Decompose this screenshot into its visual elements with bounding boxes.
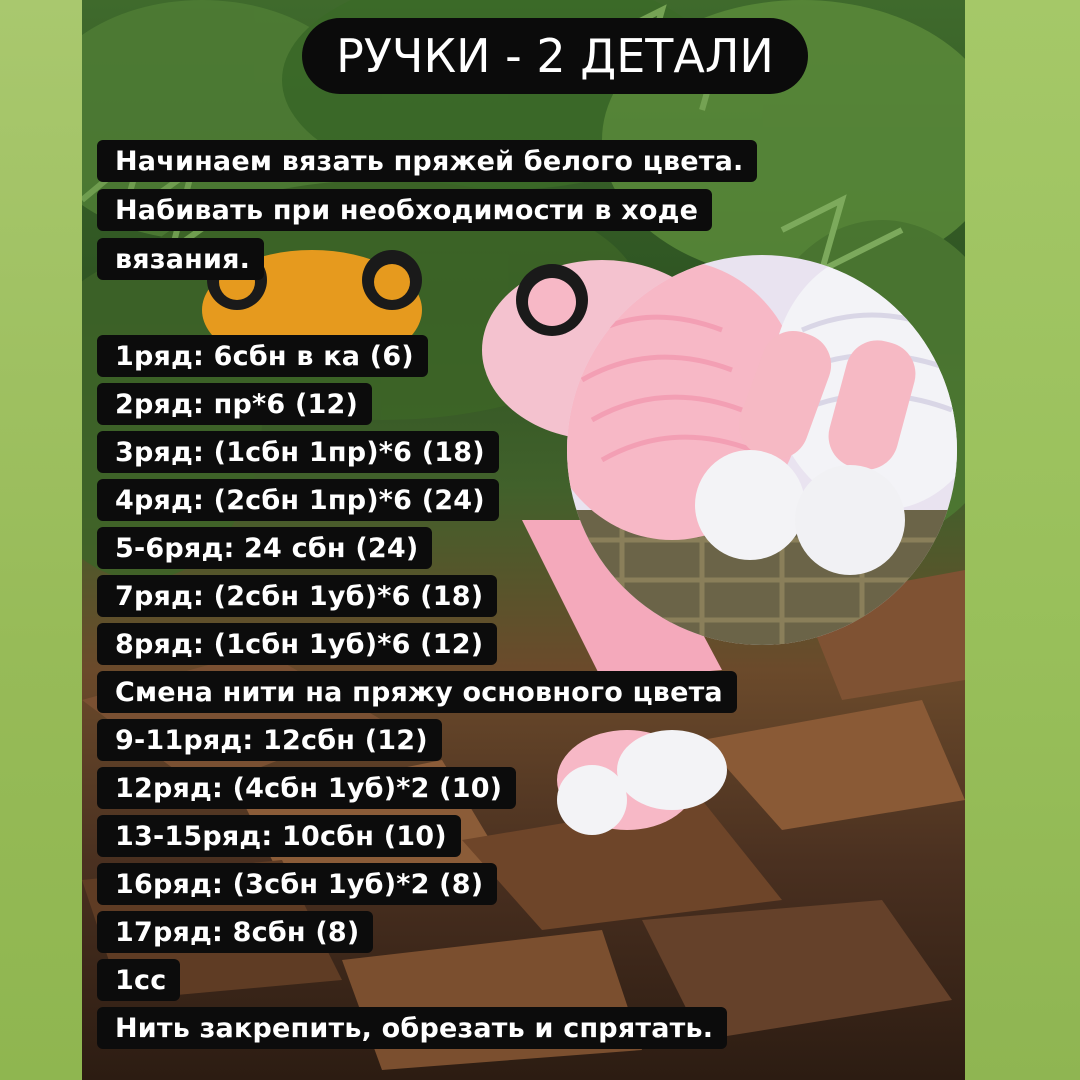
row-text: 17ряд: 8сбн (8) [115,916,360,948]
row-line [97,719,442,761]
row-line [97,959,180,1001]
row-line [97,671,737,713]
row-line [97,575,497,617]
row-line [97,383,372,425]
intro-text: Начинаем вязать пряжей белого цвета. [115,145,744,177]
row-line [97,1007,727,1049]
row-text: Нить закрепить, обрезать и спрятать. [115,1012,714,1044]
row-line [97,815,461,857]
row-text: 16ряд: (3сбн 1уб)*2 (8) [115,868,484,900]
intro-text: Набивать при необходимости в ходе [115,194,699,226]
row-text: 4ряд: (2сбн 1пр)*6 (24) [115,484,485,516]
row-text: 13-15ряд: 10сбн (10) [115,820,447,852]
row-text: 2ряд: пр*6 (12) [115,388,358,420]
intro-line [97,189,712,231]
row-text: 1ряд: 6сбн в ка (6) [115,340,414,372]
row-text: 3ряд: (1сбн 1пр)*6 (18) [115,436,485,468]
row-line [97,623,497,665]
intro-line [97,238,264,280]
page-title: РУЧКИ - 2 ДЕТАЛИ [336,29,774,83]
row-line [97,527,432,569]
intro-line [97,140,757,182]
left-frame-border [0,0,82,1080]
row-line [97,431,499,473]
row-line [97,479,499,521]
row-line [97,863,497,905]
row-text: 1сс [115,964,167,996]
row-line [97,911,373,953]
row-line [97,767,516,809]
row-line [97,335,428,377]
row-text: 7ряд: (2сбн 1уб)*6 (18) [115,580,484,612]
intro-text: вязания. [115,243,251,275]
row-text: 9-11ряд: 12сбн (12) [115,724,428,756]
row-text: Смена нити на пряжу основного цвета [115,676,723,708]
row-text: 5-6ряд: 24 сбн (24) [115,532,419,564]
row-text: 8ряд: (1сбн 1уб)*6 (12) [115,628,484,660]
row-text: 12ряд: (4сбн 1уб)*2 (10) [115,772,503,804]
title-pill [302,18,808,94]
right-frame-border [965,0,1080,1080]
